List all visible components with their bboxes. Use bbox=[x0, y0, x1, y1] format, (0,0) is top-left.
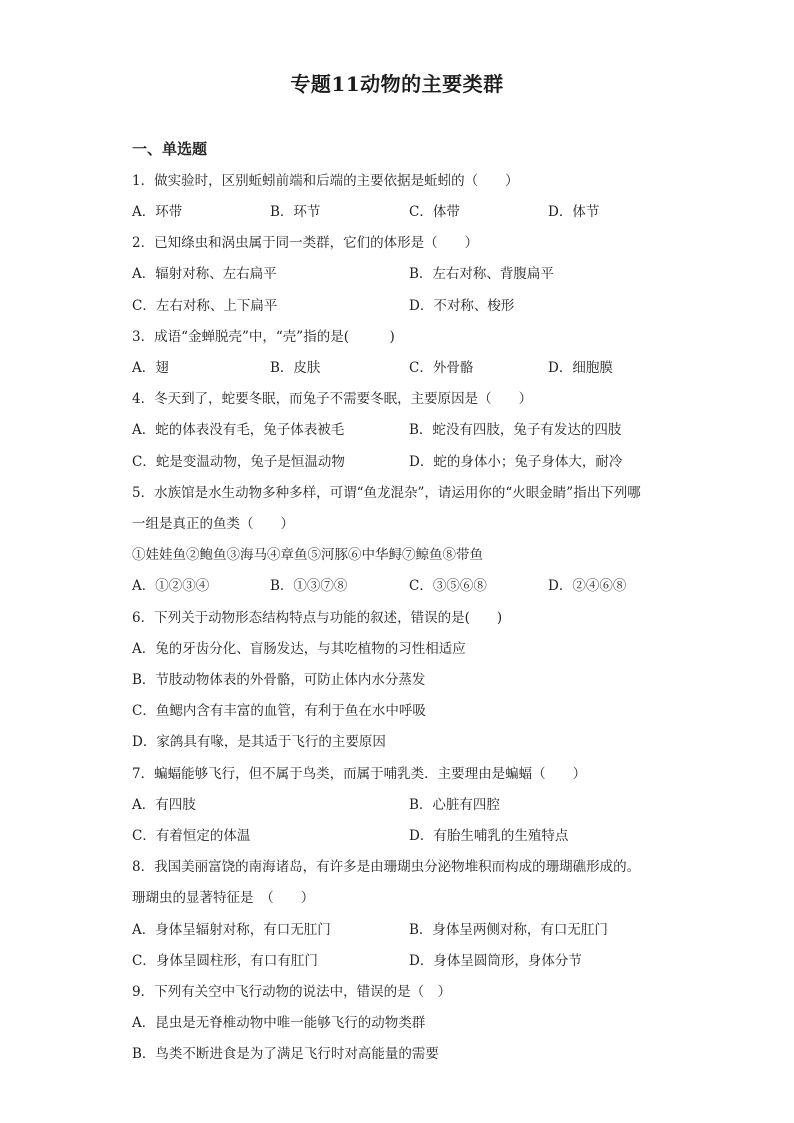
question-4-stem: 4．冬天到了，蛇要冬眠，而兔子不需要冬眠，主要原因是（ ） bbox=[132, 391, 533, 407]
section-heading: 一、单选题 bbox=[132, 140, 208, 158]
question-6-stem: 6．下列关于动物形态结构特点与功能的叙述，错误的是( ) bbox=[132, 610, 503, 626]
question-6-option-d: D．家鸽具有喙，是其适于飞行的主要原因 bbox=[132, 734, 386, 750]
question-1-option-c: C．体带 bbox=[409, 204, 460, 220]
question-9-option-a: A．昆虫是无脊椎动物中唯一能够飞行的动物类群 bbox=[132, 1015, 426, 1031]
question-5-choices-list: ①娃娃鱼②鲍鱼③海马④章鱼⑤河豚⑥中华鲟⑦鲸鱼⑧带鱼 bbox=[132, 547, 483, 563]
question-8-stem-line-2: 珊瑚虫的显著特征是 （ ） bbox=[132, 890, 315, 906]
question-8-option-d: D．身体呈圆筒形，身体分节 bbox=[409, 953, 582, 969]
question-2-stem: 2．已知绦虫和涡虫属于同一类群，它们的体形是（ ） bbox=[132, 235, 479, 251]
question-5-stem-line-1: 5．水族馆是水生动物多种多样，可谓“鱼龙混杂”，请运用你的“火眼金睛”指出下列哪 bbox=[132, 485, 641, 501]
question-6-option-b: B．节肢动物体表的外骨骼，可防止体内水分蒸发 bbox=[132, 672, 426, 688]
question-4-option-b: B．蛇没有四肢，兔子有发达的四肢 bbox=[409, 422, 622, 438]
question-1-option-d: D．体节 bbox=[548, 204, 600, 220]
question-5-stem-line-2: 一组是真正的鱼类（ ） bbox=[132, 516, 294, 532]
question-8-option-a: A．身体呈辐射对称，有口无肛门 bbox=[132, 922, 331, 938]
question-3-option-d: D．细胞膜 bbox=[548, 360, 613, 376]
question-7-option-c: C．有着恒定的体温 bbox=[132, 828, 251, 844]
question-3-stem: 3．成语“金蝉脱壳”中，“壳”指的是( ) bbox=[132, 329, 395, 345]
question-5-option-b: B．①③⑦⑧ bbox=[270, 578, 348, 594]
question-5-option-c: C．③⑤⑥⑧ bbox=[409, 578, 487, 594]
question-8-option-b: B．身体呈两侧对称，有口无肛门 bbox=[409, 922, 608, 938]
question-6-option-c: C．鱼鳃内含有丰富的血管，有利于鱼在水中呼吸 bbox=[132, 703, 426, 719]
question-2-option-c: C．左右对称、上下扁平 bbox=[132, 298, 278, 314]
question-2-option-b: B．左右对称、背腹扁平 bbox=[409, 266, 554, 282]
question-9-stem: 9．下列有关空中飞行动物的说法中，错误的是（ ） bbox=[132, 984, 452, 1000]
question-7-option-a: A．有四肢 bbox=[132, 797, 196, 813]
question-7-stem: 7．蝙蝠能够飞行，但不属于鸟类，而属于哺乳类．主要理由是蝙蝠（ ） bbox=[132, 766, 587, 782]
question-7-option-d: D．有胎生哺乳的生殖特点 bbox=[409, 828, 569, 844]
page-title: 专题11动物的主要类群 bbox=[290, 72, 504, 96]
question-4-option-a: A．蛇的体表没有毛，兔子体表被毛 bbox=[132, 422, 345, 438]
question-3-option-a: A．翅 bbox=[132, 360, 169, 376]
question-8-option-c: C．身体呈圆柱形，有口有肛门 bbox=[132, 953, 318, 969]
question-1-option-b: B．环节 bbox=[270, 204, 321, 220]
question-4-option-d: D．蛇的身体小；兔子身体大，耐冷 bbox=[409, 454, 623, 470]
question-1-option-a: A．环带 bbox=[132, 204, 183, 220]
question-1-stem: 1．做实验时，区别蚯蚓前端和后端的主要依据是蚯蚓的（ ） bbox=[132, 173, 519, 189]
question-7-option-b: B．心脏有四腔 bbox=[409, 797, 500, 813]
question-4-option-c: C．蛇是变温动物，兔子是恒温动物 bbox=[132, 454, 345, 470]
question-3-option-c: C．外骨骼 bbox=[409, 360, 474, 376]
question-3-option-b: B．皮肤 bbox=[270, 360, 321, 376]
question-5-option-d: D．②④⑥⑧ bbox=[548, 578, 627, 594]
question-2-option-a: A．辐射对称、左右扁平 bbox=[132, 266, 277, 282]
question-2-option-d: D．不对称、梭形 bbox=[409, 298, 515, 314]
question-5-option-a: A．①②③④ bbox=[132, 578, 210, 594]
question-6-option-a: A．兔的牙齿分化、盲肠发达，与其吃植物的习性相适应 bbox=[132, 641, 466, 657]
question-8-stem-line-1: 8．我国美丽富饶的南海诸岛，有许多是由珊瑚虫分泌物堆积而构成的珊瑚礁形成的。 bbox=[132, 859, 641, 875]
question-9-option-b: B．鸟类不断进食是为了满足飞行时对高能量的需要 bbox=[132, 1046, 439, 1062]
